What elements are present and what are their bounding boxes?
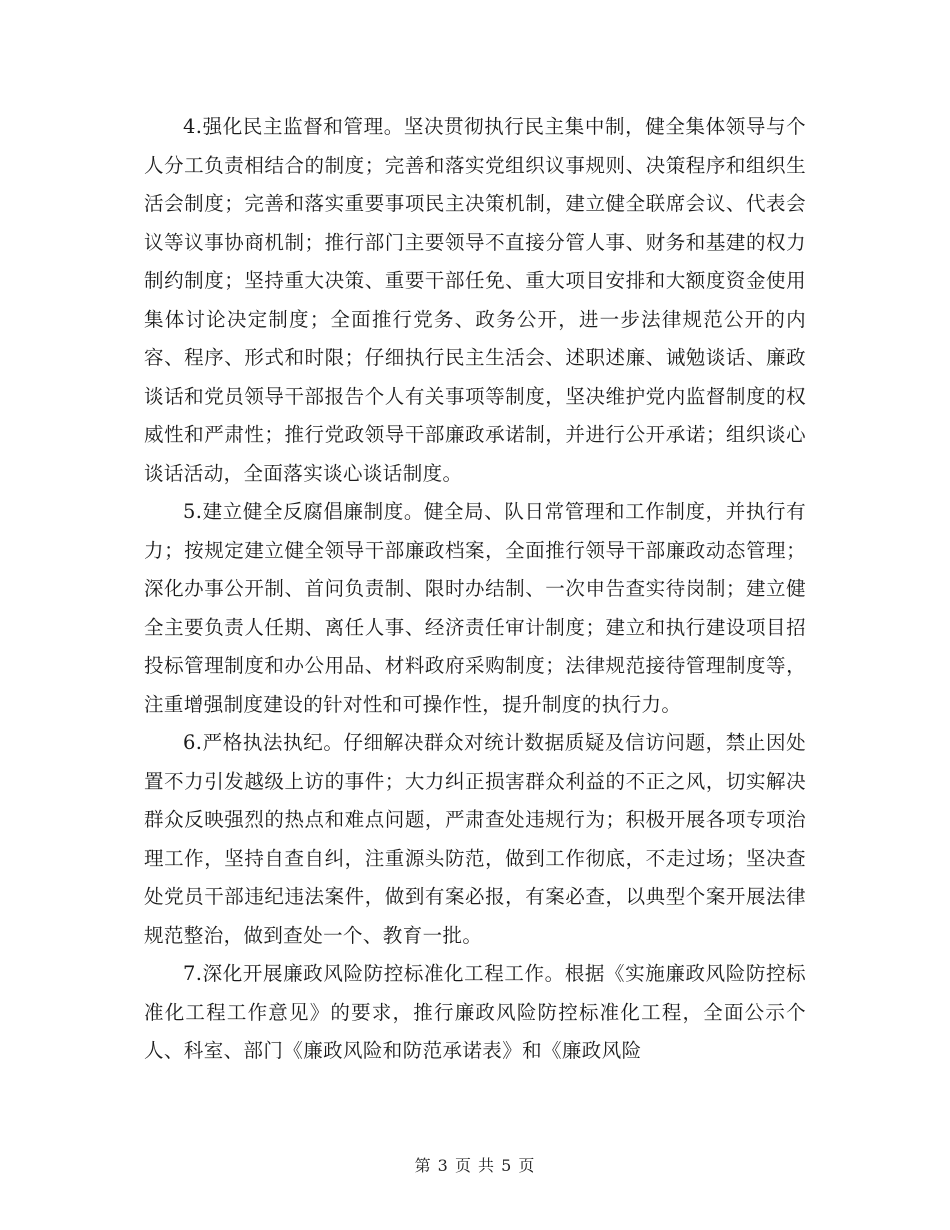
page-footer <box>0 1153 950 1176</box>
paragraph-6: 6.严格执法执纪。仔细解决群众对统计数据质疑及信访问题，禁止因处置不力引发越级上访的事件；大力纠正损害群众利益的不正之风，切实解决群众反映强烈的热点和难点问题，严肃查处违规行为；积极开展各项专项治理工作，坚持自查自纠，注重源头防范，做到工作彻底，不走过场；坚决查处党员干部违纪违法案件，做到有案必报，有案必查，以典型个案开展法律规范整治，做到查处一个、教育一批。 <box>144 731 806 947</box>
paragraph-7: 7.深化开展廉政风险防控标准化工程工作。根据《实施廉政风险防控标准化工程工作意见》的要求，推行廉政风险防控标准化工程，全面公示个人、科室、部门《廉政风险和防范承诺表》和《廉政风险 <box>144 962 806 1062</box>
document-body <box>144 108 806 1071</box>
paragraph-5: 5.建立健全反腐倡廉制度。健全局、队日常管理和工作制度，并执行有力；按规定建立健全领导干部廉政档案，全面推行领导干部廉政动态管理；深化办事公开制、首问负责制、限时办结制、一次申告查实待岗制；建立健全主要负责人任期、离任人事、经济责任审计制度；建立和执行建设项目招投标管理制度和办公用品、材料政府采购制度；法律规范接待管理制度等，注重增强制度建设的针对性和可操作性，提升制度的执行力。 <box>144 500 806 716</box>
page-number: 第 3 页 共 5 页 <box>414 1156 536 1175</box>
paragraph-4: 4.强化民主监督和管理。坚决贯彻执行民主集中制，健全集体领导与个人分工负责相结合的制度；完善和落实党组织议事规则、决策程序和组织生活会制度；完善和落实重要事项民主决策机制，建立健全联席会议、代表会议等议事协商机制；推行部门主要领导不直接分管人事、财务和基建的权力制约制度；坚持重大决策、重要干部任免、重大项目安排和大额度资金使用集体讨论决定制度；全面推行党务、政务公开，进一步法律规范公开的内容、程序、形式和时限；仔细执行民主生活会、述职述廉、诫勉谈话、廉政谈话和党员领导干部报告个人有关事项等制度，坚决维护党内监督制度的权威性和严肃性；推行党政领导干部廉政承诺制，并进行公开承诺；组织谈心谈话活动，全面落实谈心谈话制度。 <box>144 115 806 485</box>
